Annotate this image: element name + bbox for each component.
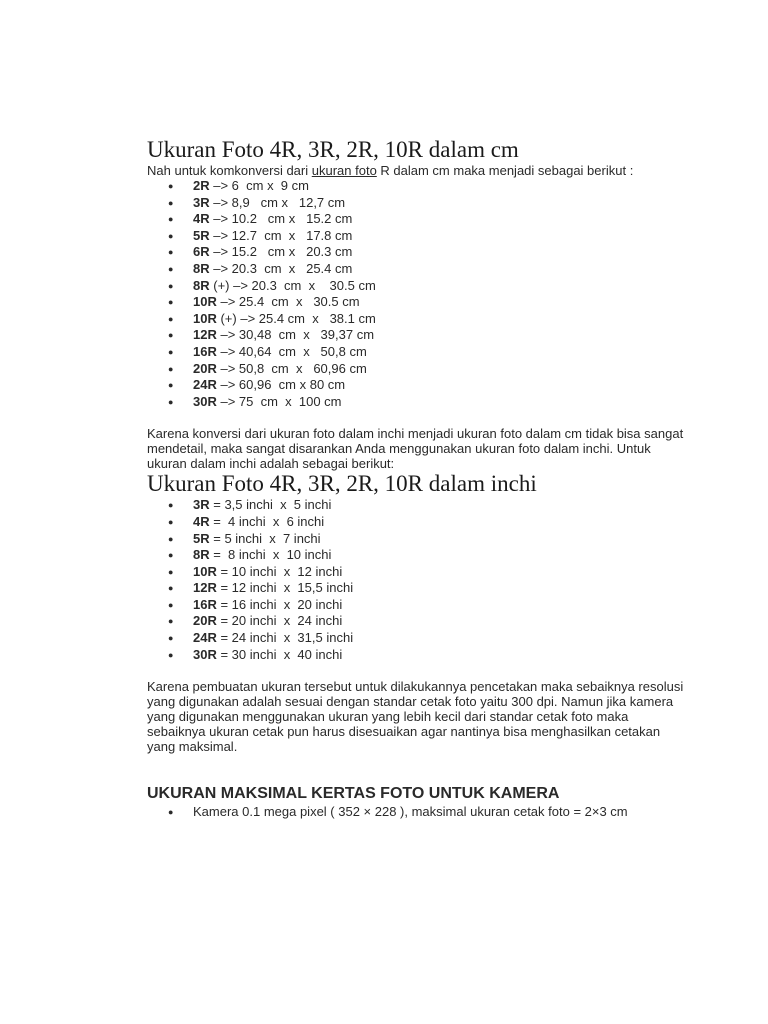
- bullet-icon: ●: [168, 280, 174, 291]
- bullet-icon: ●: [168, 500, 174, 511]
- bullet-icon: ●: [168, 181, 174, 191]
- bullet-icon: ●: [168, 807, 174, 818]
- size-dimensions: (+) –> 25.4 cm x 38.1 cm: [216, 310, 376, 326]
- size-dimensions: = 30 inchi x 40 inchi: [216, 646, 343, 662]
- size-dimensions: –> 30,48 cm x 39,37 cm: [216, 327, 375, 343]
- list-item: [147, 514, 687, 531]
- list-item: [147, 327, 687, 344]
- size-dimensions: = 10 inchi x 12 inchi: [216, 563, 343, 579]
- bullet-icon: ●: [168, 380, 174, 391]
- size-dimensions: –> 10.2 cm x 15.2 cm: [209, 211, 353, 227]
- bullet-icon: ●: [168, 247, 174, 258]
- list-item: [147, 394, 687, 411]
- size-dimensions: –> 20.3 cm x 25.4 cm: [209, 260, 353, 276]
- size-code: 10R: [193, 563, 217, 579]
- bullet-icon: ●: [168, 396, 174, 407]
- size-code: 10R: [193, 294, 217, 310]
- bullet-icon: ●: [168, 566, 174, 577]
- size-code: 3R: [193, 497, 210, 513]
- size-dimensions: = 4 inchi x 6 inchi: [209, 513, 325, 529]
- list-item: [147, 211, 687, 228]
- size-code: 5R: [193, 530, 210, 546]
- size-list-inch: [147, 497, 687, 663]
- heading-size-cm: Ukuran Foto 4R, 3R, 2R, 10R dalam cm: [147, 137, 519, 162]
- bullet-icon: ●: [168, 330, 174, 341]
- list-item: [147, 630, 687, 647]
- size-code: 12R: [193, 580, 217, 596]
- list-item: [147, 178, 687, 195]
- list-item: [147, 597, 687, 614]
- document-page: [147, 137, 687, 821]
- size-dimensions: –> 60,96 cm x 80 cm: [216, 377, 346, 393]
- size-dimensions: –> 75 cm x 100 cm: [216, 393, 342, 409]
- bullet-icon: ●: [168, 550, 174, 561]
- camera-item-text: Kamera 0.1 mega pixel ( 352 × 228 ), maksimal ukuran cetak foto = 2×3 cm: [193, 804, 628, 820]
- list-item: [147, 377, 687, 394]
- size-code: 3R: [193, 194, 210, 210]
- heading-size-inch: Ukuran Foto 4R, 3R, 2R, 10R dalam inchi: [147, 471, 537, 497]
- list-item: [147, 344, 687, 361]
- size-code: 5R: [193, 227, 210, 243]
- size-dimensions: = 24 inchi x 31,5 inchi: [216, 630, 354, 646]
- size-code: 20R: [193, 360, 217, 376]
- bullet-icon: ●: [168, 599, 174, 610]
- size-dimensions: –> 12.7 cm x 17.8 cm: [209, 227, 353, 243]
- bullet-icon: ●: [168, 263, 174, 274]
- size-code: 10R: [193, 310, 217, 326]
- bullet-icon: ●: [168, 633, 174, 644]
- list-item: [147, 244, 687, 261]
- bullet-icon: ●: [168, 313, 174, 324]
- camera-list: [147, 804, 687, 821]
- size-code: 8R: [193, 277, 210, 293]
- intro-text-after: R dalam cm maka menjadi sebagai berikut :: [376, 163, 634, 178]
- list-item: [147, 580, 687, 597]
- bullet-icon: ●: [168, 583, 174, 594]
- list-item: [147, 261, 687, 278]
- list-item: [147, 361, 687, 378]
- bullet-icon: ●: [168, 214, 174, 225]
- list-item: [147, 647, 687, 664]
- size-dimensions: = 16 inchi x 20 inchi: [216, 596, 343, 612]
- note-paragraph-resolution: Karena pembuatan ukuran tersebut untuk dilakukannya pencetakan maka sebaiknya resolusi yang digunakan adalah sesuai dengan standar cetak foto yaitu 300 dpi. Namun jika kamera yang digunakan menggunakan ukuran yang lebih kecil dari standar cetak foto maka sebaiknya ukuran cetak pun harus disesuaikan agar nantinya bisa menghasilkan cetakan yang maksimal.: [147, 679, 684, 755]
- intro-paragraph: [147, 163, 687, 178]
- size-dimensions: = 8 inchi x 10 inchi: [209, 547, 332, 563]
- bullet-icon: ●: [168, 346, 174, 357]
- size-dimensions: –> 6 cm x 9 cm: [209, 178, 309, 193]
- list-item: [147, 278, 687, 295]
- list-item: [147, 547, 687, 564]
- size-code: 24R: [193, 377, 217, 393]
- size-code: 24R: [193, 630, 217, 646]
- ukuran-foto-link[interactable]: ukuran foto: [311, 163, 377, 178]
- size-code: 16R: [193, 596, 217, 612]
- bullet-icon: ●: [168, 616, 174, 627]
- size-code: 4R: [193, 211, 210, 227]
- bullet-icon: ●: [168, 363, 174, 374]
- list-item: [147, 531, 687, 548]
- list-item: [147, 497, 687, 514]
- note-paragraph-cm: Karena konversi dari ukuran foto dalam inchi menjadi ukuran foto dalam cm tidak bisa sangat mendetail, maka sangat disarankan Anda menggunakan ukuran foto dalam inchi. Untuk ukuran dalam inchi adalah sebagai berikut:: [147, 426, 684, 472]
- size-list-cm: [147, 178, 687, 410]
- intro-text-before: Nah untuk komkonversi dari: [147, 163, 312, 178]
- size-dimensions: –> 15.2 cm x 20.3 cm: [209, 244, 353, 260]
- size-dimensions: –> 40,64 cm x 50,8 cm: [216, 343, 367, 359]
- size-dimensions: = 12 inchi x 15,5 inchi: [216, 580, 354, 596]
- list-item: [147, 804, 687, 821]
- list-item: [147, 228, 687, 245]
- bullet-icon: ●: [168, 649, 174, 660]
- size-dimensions: (+) –> 20.3 cm x 30.5 cm: [209, 277, 376, 293]
- list-item: [147, 564, 687, 581]
- bullet-icon: ●: [168, 230, 174, 241]
- size-dimensions: –> 50,8 cm x 60,96 cm: [216, 360, 367, 376]
- size-code: 8R: [193, 260, 210, 276]
- size-code: 16R: [193, 343, 217, 359]
- bullet-icon: ●: [168, 533, 174, 544]
- bullet-icon: ●: [168, 516, 174, 527]
- size-code: 30R: [193, 393, 217, 409]
- size-code: 30R: [193, 646, 217, 662]
- bullet-icon: ●: [168, 297, 174, 308]
- list-item: [147, 294, 687, 311]
- size-code: 2R: [193, 178, 210, 193]
- list-item: [147, 195, 687, 212]
- size-dimensions: = 3,5 inchi x 5 inchi: [209, 497, 332, 513]
- size-code: 6R: [193, 244, 210, 260]
- size-dimensions: –> 25.4 cm x 30.5 cm: [216, 294, 360, 310]
- size-dimensions: = 5 inchi x 7 inchi: [209, 530, 321, 546]
- heading-max-paper-size: UKURAN MAKSIMAL KERTAS FOTO UNTUK KAMERA: [147, 785, 560, 803]
- size-code: 20R: [193, 613, 217, 629]
- size-code: 4R: [193, 513, 210, 529]
- size-dimensions: –> 8,9 cm x 12,7 cm: [209, 194, 346, 210]
- list-item: [147, 613, 687, 630]
- bullet-icon: ●: [168, 197, 174, 208]
- list-item: [147, 311, 687, 328]
- size-dimensions: = 20 inchi x 24 inchi: [216, 613, 343, 629]
- size-code: 8R: [193, 547, 210, 563]
- size-code: 12R: [193, 327, 217, 343]
